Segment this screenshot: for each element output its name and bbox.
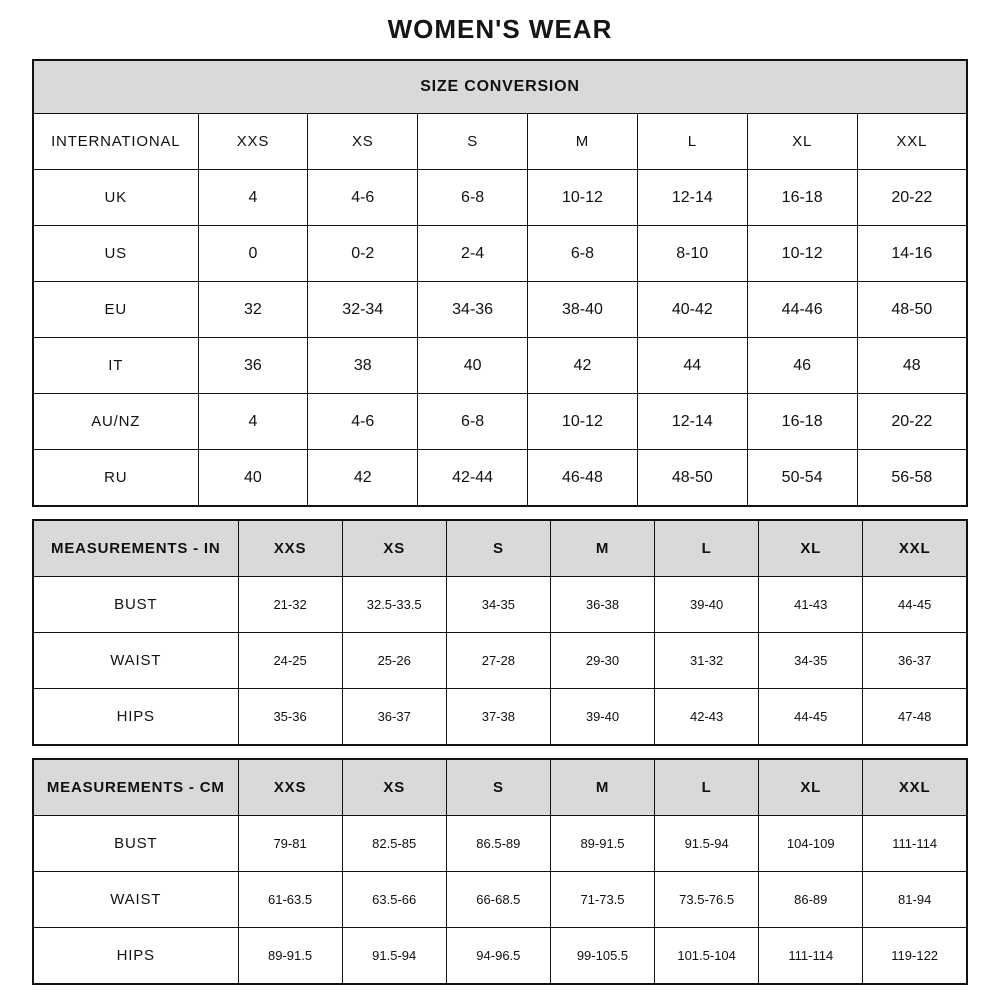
- size-value: 38: [308, 338, 418, 394]
- measurements-header: MEASUREMENTS - CM: [33, 759, 238, 816]
- region-label: EU: [33, 282, 198, 338]
- size-value: 8-10: [637, 226, 747, 282]
- size-column-header: XXS: [238, 759, 342, 816]
- measurement-value: 47-48: [863, 689, 967, 746]
- size-column-header: S: [446, 759, 550, 816]
- size-value: 14-16: [857, 226, 967, 282]
- measurement-value: 119-122: [863, 928, 967, 985]
- size-value: 56-58: [857, 450, 967, 507]
- measurement-value: 89-91.5: [238, 928, 342, 985]
- region-label: US: [33, 226, 198, 282]
- size-value: 32-34: [308, 282, 418, 338]
- measurements-in-row-hips: [33, 689, 967, 746]
- measurement-value: 94-96.5: [446, 928, 550, 985]
- measurement-value: 101.5-104: [655, 928, 759, 985]
- measurement-value: 99-105.5: [550, 928, 654, 985]
- measurement-value: 21-32: [238, 577, 342, 633]
- size-value: 4: [198, 170, 308, 226]
- measurements-header: MEASUREMENTS - IN: [33, 520, 238, 577]
- measurement-value: 25-26: [342, 633, 446, 689]
- size-value: 20-22: [857, 170, 967, 226]
- size-value: 6-8: [418, 170, 528, 226]
- measurement-value: 63.5-66: [342, 872, 446, 928]
- size-column-header: S: [446, 520, 550, 577]
- measurement-label: BUST: [33, 577, 238, 633]
- size-value: 10-12: [747, 226, 857, 282]
- size-value: 42: [528, 338, 638, 394]
- measurement-value: 91.5-94: [342, 928, 446, 985]
- size-value: 10-12: [528, 394, 638, 450]
- measurement-value: 81-94: [863, 872, 967, 928]
- measurements-cm-row-hips: [33, 928, 967, 985]
- size-column-header: L: [655, 520, 759, 577]
- measurement-value: 82.5-85: [342, 816, 446, 872]
- measurement-value: 61-63.5: [238, 872, 342, 928]
- measurement-value: 36-37: [863, 633, 967, 689]
- measurement-value: 34-35: [446, 577, 550, 633]
- column-header: XXS: [198, 114, 308, 170]
- measurements-cm-row-waist: [33, 872, 967, 928]
- size-value: 48-50: [857, 282, 967, 338]
- size-value: 46: [747, 338, 857, 394]
- page-title: WOMEN'S WEAR: [387, 14, 613, 44]
- measurement-value: 32.5-33.5: [342, 577, 446, 633]
- size-value: 50-54: [747, 450, 857, 507]
- size-value: 40: [418, 338, 528, 394]
- size-column-header: XXL: [863, 520, 967, 577]
- size-value: 16-18: [747, 170, 857, 226]
- size-conversion-row-aunz: [33, 394, 967, 450]
- size-value: 32: [198, 282, 308, 338]
- size-column-header: M: [550, 759, 654, 816]
- size-value: 44-46: [747, 282, 857, 338]
- region-label: UK: [33, 170, 198, 226]
- measurement-value: 39-40: [550, 689, 654, 746]
- size-column-header: XS: [342, 759, 446, 816]
- measurement-label: HIPS: [33, 928, 238, 985]
- size-value: 12-14: [637, 394, 747, 450]
- size-conversion-row-ru: [33, 450, 967, 507]
- size-conversion-row-eu: [33, 282, 967, 338]
- measurement-value: 44-45: [759, 689, 863, 746]
- size-value: 38-40: [528, 282, 638, 338]
- measurement-value: 89-91.5: [550, 816, 654, 872]
- measurement-value: 36-37: [342, 689, 446, 746]
- size-column-header: XXS: [238, 520, 342, 577]
- size-value: 20-22: [857, 394, 967, 450]
- measurement-value: 91.5-94: [655, 816, 759, 872]
- measurement-value: 27-28: [446, 633, 550, 689]
- measurement-value: 86-89: [759, 872, 863, 928]
- size-value: 40: [198, 450, 308, 507]
- size-column-header: XXL: [863, 759, 967, 816]
- size-value: 48-50: [637, 450, 747, 507]
- size-value: 48: [857, 338, 967, 394]
- size-conversion-columns-row: [33, 114, 967, 170]
- region-label: IT: [33, 338, 198, 394]
- column-header: XL: [747, 114, 857, 170]
- measurement-label: WAIST: [33, 872, 238, 928]
- size-value: 4: [198, 394, 308, 450]
- measurements-in-table: [32, 519, 968, 746]
- measurement-value: 73.5-76.5: [655, 872, 759, 928]
- size-conversion-row-it: [33, 338, 967, 394]
- size-conversion-table: [32, 59, 968, 507]
- measurement-value: 24-25: [238, 633, 342, 689]
- size-value: 0-2: [308, 226, 418, 282]
- size-value: 0: [198, 226, 308, 282]
- size-conversion-row-us: [33, 226, 967, 282]
- column-header: L: [637, 114, 747, 170]
- measurement-value: 39-40: [655, 577, 759, 633]
- measurement-value: 41-43: [759, 577, 863, 633]
- measurement-value: 79-81: [238, 816, 342, 872]
- size-column-header: XS: [342, 520, 446, 577]
- column-header: XXL: [857, 114, 967, 170]
- size-value: 40-42: [637, 282, 747, 338]
- size-value: 6-8: [418, 394, 528, 450]
- size-conversion-row-uk: [33, 170, 967, 226]
- measurement-value: 111-114: [863, 816, 967, 872]
- size-column-header: L: [655, 759, 759, 816]
- size-column-header: XL: [759, 759, 863, 816]
- column-header: XS: [308, 114, 418, 170]
- measurement-label: BUST: [33, 816, 238, 872]
- measurement-value: 66-68.5: [446, 872, 550, 928]
- measurement-value: 34-35: [759, 633, 863, 689]
- size-value: 12-14: [637, 170, 747, 226]
- measurement-value: 71-73.5: [550, 872, 654, 928]
- column-header: INTERNATIONAL: [33, 114, 198, 170]
- measurement-value: 42-43: [655, 689, 759, 746]
- region-label: RU: [33, 450, 198, 507]
- size-value: 2-4: [418, 226, 528, 282]
- measurement-value: 29-30: [550, 633, 654, 689]
- size-conversion-banner-row: [33, 60, 967, 114]
- region-label: AU/NZ: [33, 394, 198, 450]
- measurements-in-row-waist: [33, 633, 967, 689]
- size-value: 10-12: [528, 170, 638, 226]
- measurement-value: 44-45: [863, 577, 967, 633]
- column-header: M: [528, 114, 638, 170]
- measurements-cm-table: [32, 758, 968, 985]
- size-value: 44: [637, 338, 747, 394]
- measurement-value: 36-38: [550, 577, 654, 633]
- size-value: 34-36: [418, 282, 528, 338]
- measurement-label: HIPS: [33, 689, 238, 746]
- measurements-cm-row-bust: [33, 816, 967, 872]
- size-value: 16-18: [747, 394, 857, 450]
- measurements-cm-header-row: [33, 759, 967, 816]
- measurement-value: 86.5-89: [446, 816, 550, 872]
- column-header: S: [418, 114, 528, 170]
- measurements-in-row-bust: [33, 577, 967, 633]
- size-value: 42-44: [418, 450, 528, 507]
- measurement-value: 37-38: [446, 689, 550, 746]
- size-conversion-header: SIZE CONVERSION: [33, 60, 967, 114]
- measurements-in-header-row: [33, 520, 967, 577]
- measurement-value: 31-32: [655, 633, 759, 689]
- measurement-label: WAIST: [33, 633, 238, 689]
- measurement-value: 111-114: [759, 928, 863, 985]
- size-column-header: M: [550, 520, 654, 577]
- size-column-header: XL: [759, 520, 863, 577]
- measurement-value: 35-36: [238, 689, 342, 746]
- size-value: 4-6: [308, 170, 418, 226]
- measurement-value: 104-109: [759, 816, 863, 872]
- size-value: 4-6: [308, 394, 418, 450]
- size-value: 36: [198, 338, 308, 394]
- size-value: 6-8: [528, 226, 638, 282]
- size-value: 46-48: [528, 450, 638, 507]
- size-value: 42: [308, 450, 418, 507]
